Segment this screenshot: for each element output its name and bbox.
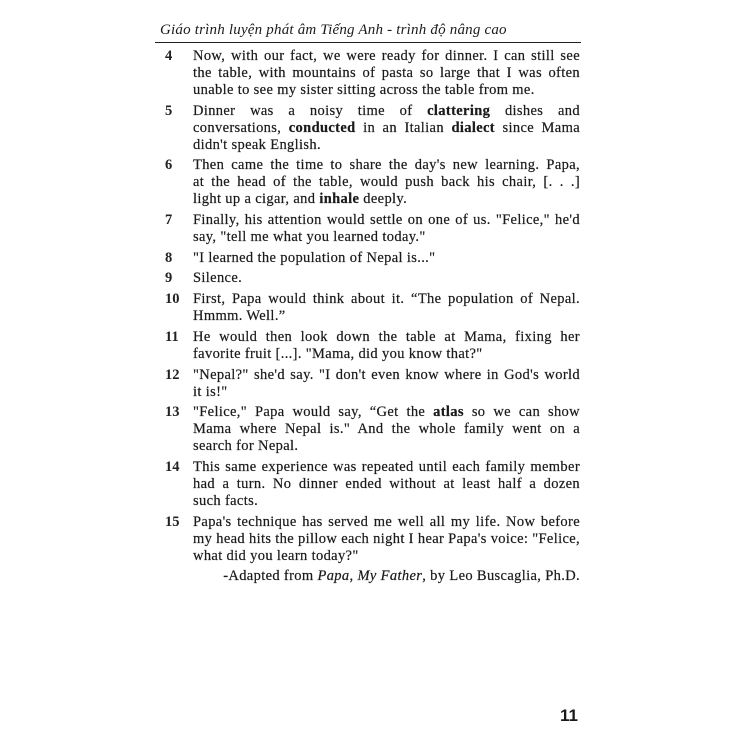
text-line [193, 120, 580, 137]
text-segment: Silence. [193, 270, 243, 287]
text-segment: "Felice," Papa would say, “Get the [193, 404, 434, 421]
bold-vocabulary-word: dialect [451, 119, 495, 136]
text-line [193, 384, 580, 401]
paragraph-number: 14 [165, 458, 180, 475]
paragraph-number: 15 [165, 513, 180, 530]
text-line [193, 137, 580, 154]
paragraph-text [193, 250, 580, 267]
text-line [193, 514, 580, 531]
text-line [193, 548, 580, 565]
text-segment: He would then look down the table at Mama, fixing her [193, 328, 580, 345]
text-line [193, 308, 580, 325]
paragraph-number: 13 [165, 404, 180, 421]
paragraph-text [193, 459, 580, 510]
paragraph-number: 6 [165, 157, 173, 174]
text-segment: such facts. [193, 492, 259, 509]
paragraph-text [193, 157, 580, 208]
text-line [193, 346, 580, 363]
paragraph-13 [160, 404, 580, 455]
paragraph-text [193, 103, 580, 154]
text-line [193, 531, 580, 548]
text-segment: First, Papa would think about it. “The population of Nepal. [193, 291, 580, 308]
paragraph-text [193, 212, 580, 246]
text-segment: Dinner was a noisy time of [193, 102, 428, 119]
paragraph-8 [160, 250, 580, 267]
text-segment: "I learned the population of Nepal is..." [193, 249, 436, 266]
paragraph-10 [160, 291, 580, 325]
paragraph-5 [160, 103, 580, 154]
text-line [193, 174, 580, 191]
text-line [193, 367, 580, 384]
text-line [193, 459, 580, 476]
bold-vocabulary-word: clattering [427, 102, 491, 119]
paragraph-4 [160, 48, 580, 99]
text-segment: say, "tell me what you learned today." [193, 229, 426, 246]
text-line [193, 82, 580, 99]
text-segment: conversations, [193, 119, 289, 136]
paragraph-15 [160, 514, 580, 565]
paragraph-12 [160, 367, 580, 401]
paragraph-number: 12 [165, 366, 180, 383]
text-segment: favorite fruit [...]. "Mama, did you know that?" [193, 345, 483, 362]
text-line [193, 229, 580, 246]
text-segment: search for Nepal. [193, 438, 299, 455]
text-line [193, 404, 580, 421]
text-segment: This same experience was repeated until each family member [193, 458, 580, 475]
text-segment: -Adapted from [223, 568, 318, 585]
passage-body [160, 48, 580, 585]
paragraph-text [193, 514, 580, 565]
text-line [193, 438, 580, 455]
text-segment: had a turn. No dinner ended without at least half a dozen [193, 475, 580, 492]
text-segment: Then came the time to share the day's new learning. Papa, [193, 157, 580, 174]
text-segment: , [349, 568, 358, 585]
paragraph-text [193, 367, 580, 401]
text-segment: , by Leo Buscaglia, Ph.D. [422, 568, 580, 585]
text-line [193, 421, 580, 438]
text-segment: unable to see my sister sitting across the table from me. [193, 82, 535, 98]
text-segment: my head hits the pillow each night I hear Papa's voice: "Felice, [193, 530, 580, 547]
paragraph-11 [160, 329, 580, 363]
paragraph-text [193, 270, 580, 287]
text-segment: since Mama [494, 119, 580, 136]
italic-title-text: Papa [317, 568, 350, 585]
text-line [193, 250, 580, 267]
page-number: 11 [560, 706, 578, 725]
paragraph-number: 8 [165, 249, 173, 266]
text-segment: Now, with our fact, we were ready for dinner. I can still see [193, 48, 580, 64]
header-rule [155, 42, 581, 43]
bold-vocabulary-word: atlas [433, 404, 464, 421]
bold-vocabulary-word: conducted [288, 119, 356, 136]
paragraph-7 [160, 212, 580, 246]
text-segment: light up a cigar, and [193, 191, 320, 208]
paragraph-number: 9 [165, 270, 173, 287]
paragraph-text [193, 329, 580, 363]
text-segment: Papa's technique has served me well all my life. Now before [193, 513, 580, 530]
text-line [193, 212, 580, 229]
text-segment: Mama where Nepal is." And the whole family went on a [193, 421, 580, 438]
text-line [193, 157, 580, 174]
text-segment: "Nepal?" she'd say. "I don't even know where in God's world [193, 366, 580, 383]
text-segment: dishes and [490, 102, 580, 119]
text-segment: what did you learn today?" [193, 547, 359, 564]
text-segment: so we can show [463, 404, 580, 421]
text-segment: didn't speak English. [193, 136, 321, 153]
paragraph-number: 5 [165, 102, 173, 119]
text-segment: it is!" [193, 383, 228, 400]
text-line [193, 65, 580, 82]
text-segment: the table, with mountains of pasta so large that I was often [193, 65, 580, 81]
text-line [193, 191, 580, 208]
text-line [193, 103, 580, 120]
text-line [193, 329, 580, 346]
paragraph-14 [160, 459, 580, 510]
text-line [193, 476, 580, 493]
text-line [193, 48, 580, 65]
paragraph-number: 11 [165, 328, 179, 345]
text-line [193, 270, 580, 287]
italic-title-text: My Father [357, 568, 423, 585]
text-segment: deeply. [359, 191, 408, 208]
paragraph-number: 4 [165, 48, 173, 64]
attribution [193, 568, 580, 585]
paragraph-6 [160, 157, 580, 208]
text-segment: Finally, his attention would settle on one of us. "Felice," he'd [193, 212, 580, 229]
paragraph-number: 7 [165, 212, 173, 229]
paragraph-9 [160, 270, 580, 287]
text-line [193, 291, 580, 308]
running-header: Giáo trình luyện phát âm Tiếng Anh - trình độ nâng cao [160, 22, 507, 38]
text-line [193, 493, 580, 510]
paragraph-text [193, 404, 580, 455]
text-segment: at the head of the table, would push back his chair, [. . .] [193, 174, 580, 191]
text-segment: in an Italian [355, 119, 452, 136]
paragraph-number: 10 [165, 291, 180, 308]
paragraph-text [193, 291, 580, 325]
text-segment: Hmmm. Well.” [193, 308, 286, 325]
paragraph-text [193, 48, 580, 99]
bold-vocabulary-word: inhale [319, 191, 360, 208]
